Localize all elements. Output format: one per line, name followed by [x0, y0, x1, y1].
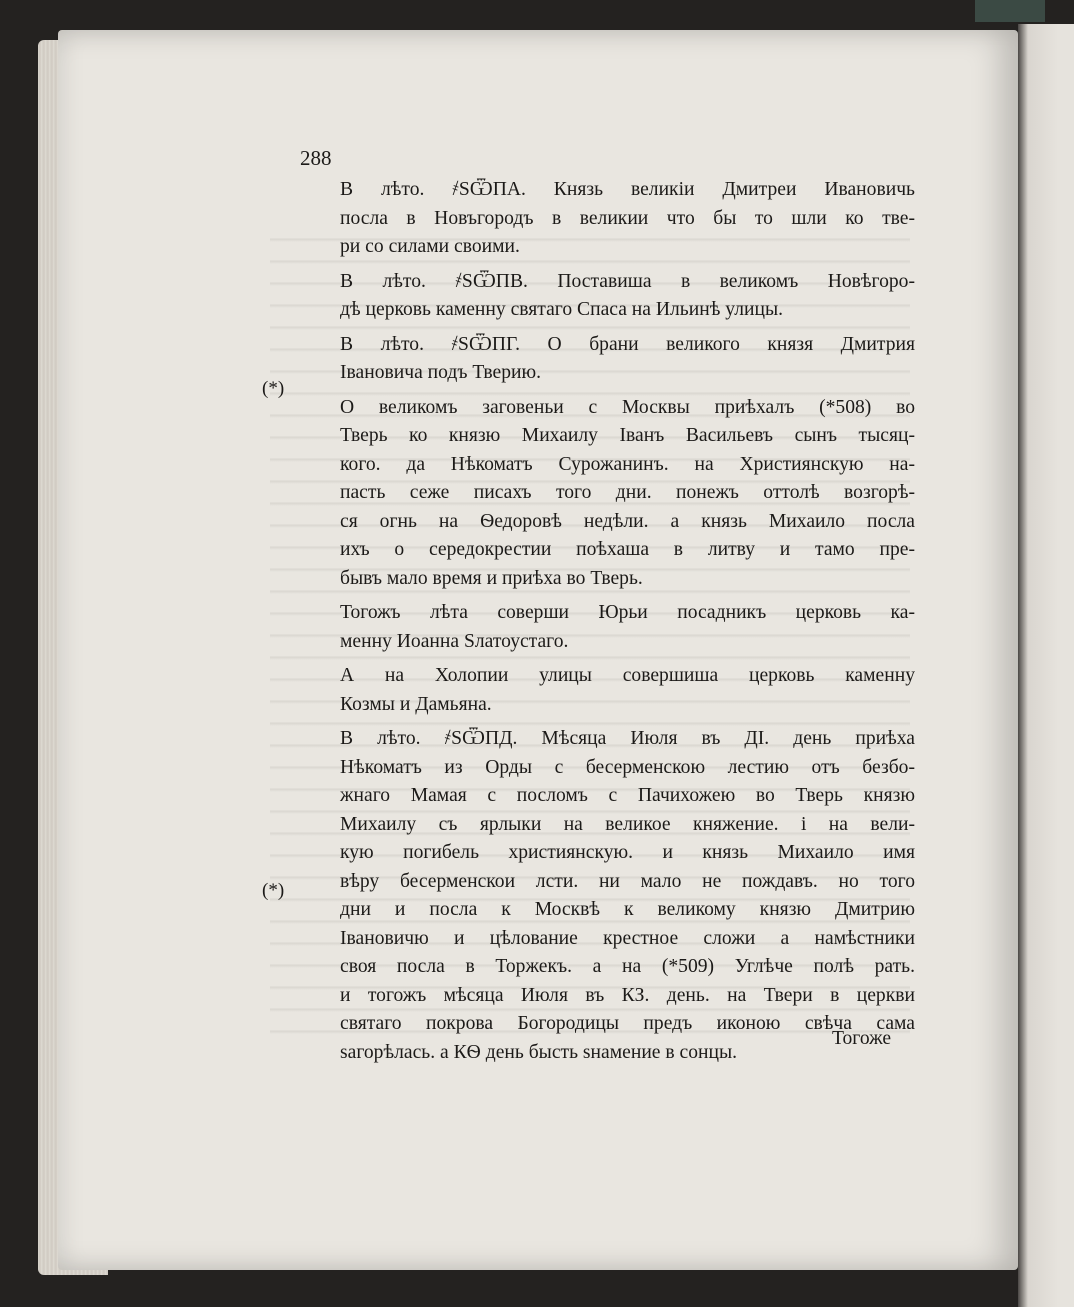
text-line: В лѣто. ҂SѾПА. Князь великіи Дмитреи Ивановичь [340, 179, 915, 200]
text-line: и тогожъ мѣсяца Июля въ КЗ. день. на Твери в церкви [340, 984, 915, 1006]
text-line: В лѣто. ҂SѾПД. Мѣсяца Июля въ ДІ. день приѣха [340, 728, 915, 749]
text-line: А на Холопии улицы совершиша церковь каменну [340, 665, 915, 686]
page-number: 288 [300, 146, 332, 170]
text-line: В лѣто. ҂SѾПВ. Поставиша в великомъ Новѣгоро- [340, 270, 915, 292]
margin-marker: (*) [262, 378, 285, 399]
paragraph [300, 599, 915, 662]
text-line: дни и посла к Москвѣ к великому князю Дмитрию [340, 899, 915, 920]
paragraph [300, 331, 915, 394]
text-line: Козмы и Дамьяна. [340, 693, 492, 715]
text-line: В лѣто. ҂SѾПГ. О брани великого князя Дмитрия [340, 333, 915, 355]
text-line: Тогожъ лѣта соверши Юрьи посадникъ церковь ка- [340, 602, 915, 623]
catchword: Тогоже [832, 1028, 892, 1049]
text-line: своя посла в Торжекъ. а на (*509) Углѣче полѣ рать. [340, 956, 915, 977]
text-line: посла в Новъгородъ в великии что бы то шли ко тве- [340, 207, 915, 229]
text-line: Тверь ко князю Михаилу Іванъ Васильевъ сынъ тысяц- [340, 425, 915, 446]
text-line: бывъ мало время и приѣха во Тверь. [340, 567, 643, 589]
facing-page-edge [1018, 24, 1074, 1307]
binding-tab [975, 0, 1045, 22]
text-line: дѣ церковь каменну святаго Спаса на Ильинѣ улицы. [340, 299, 784, 320]
text-line: Івановича подъ Тверию. [340, 362, 542, 383]
paragraph [300, 662, 915, 725]
page-body-text [300, 176, 915, 1073]
text-line: менну Иоанна Ѕлатоустаго. [340, 630, 569, 652]
paragraph [300, 176, 915, 268]
text-line: О великомъ заговеньи с Москвы приѣхалъ (*508) во [340, 396, 915, 418]
paragraph [300, 394, 915, 600]
paragraph [300, 725, 915, 1073]
text-line: жнаго Мамая с посломъ с Пачихожею во Тверь князю [340, 785, 915, 806]
text-line: Нѣкоматъ из Орды с бесерменскою лестию отъ безбо- [340, 756, 915, 778]
text-line: кого. да Нѣкоматъ Сурожанинъ. на Християнскую на- [340, 453, 915, 475]
text-line: ѕагорѣлась. а КѲ день бысть ѕнамение в сонцы. [340, 1041, 738, 1063]
text-line: ри со силами своими. [340, 236, 520, 257]
text-line: пасть сеже писахъ того дни. понежъ оттолѣ возгорѣ- [340, 482, 915, 503]
paragraph [300, 268, 915, 331]
text-line: кую погибель християнскую. и князь Михаило имя [340, 842, 915, 863]
margin-marker: (*) [262, 880, 285, 901]
text-line: ся огнь на Ѳедоровѣ недѣли. а князь Михаило посла [340, 510, 915, 532]
text-line: Михаилу съ ярлыки на великое княжение. і на вели- [340, 813, 915, 835]
text-line: вѣру бесерменскои лсти. ни мало не пождавъ. но того [340, 870, 915, 892]
text-line: святаго покрова Богородицы предъ иконою свѣча сама [340, 1013, 915, 1034]
text-line: Івановичю и цѣлование крестное сложи а намѣстники [340, 927, 915, 949]
text-line: ихъ о середокрестии поѣхаша в литву и тамо пре- [340, 539, 915, 560]
